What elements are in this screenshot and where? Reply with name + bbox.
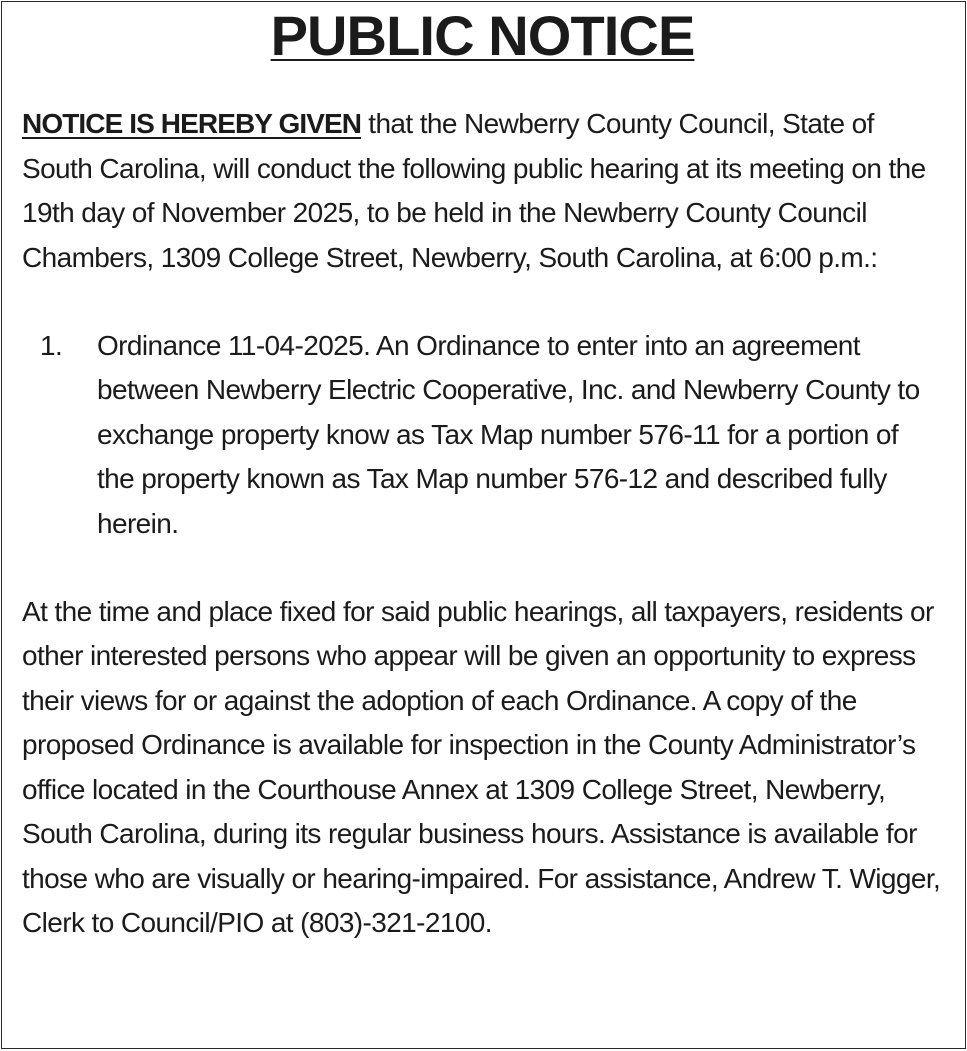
notice-title: PUBLIC NOTICE (270, 4, 695, 67)
intro-lead-text: NOTICE IS HEREBY GIVEN (22, 108, 362, 140)
intro-paragraph (22, 102, 943, 280)
ordinance-list (22, 324, 943, 546)
public-notice-document (1, 1, 966, 1049)
list-item (22, 324, 943, 546)
list-item-number: 1. (40, 330, 63, 362)
intro-body-text: that the Newberry County Council, State of South Carolina, will conduct the following public hearing at its meeting on the 19th day of November 2025, to be held in the Newberry County Council Chambers, 1309 College Street, Newberry, South Carolina, at 6:00 p.m.: (22, 108, 926, 273)
list-item-text: Ordinance 11-04-2025. An Ordinance to enter into an agreement between Newberry Electric Cooperative, Inc. and Newberry County to exchange property know as Tax Map number 576-11 for a portion of the property known as Tax Map number 576-12 and described fully herein. (97, 330, 920, 539)
closing-paragraph: At the time and place fixed for said public hearings, all taxpayers, residents or other interested persons who appear will be given an opportunity to express their views for or against the adoption of each Ordinance. A copy of the proposed Ordinance is available for inspection in the County Administrator’s office located in the Courthouse Annex at 1309 College Street, Newberry, South Carolina, during its regular business hours. Assistance is available for those who are visually or hearing-impaired. For assistance, Andrew T. Wigger, Clerk to Council/PIO at (803)-321-2100. (22, 596, 941, 938)
